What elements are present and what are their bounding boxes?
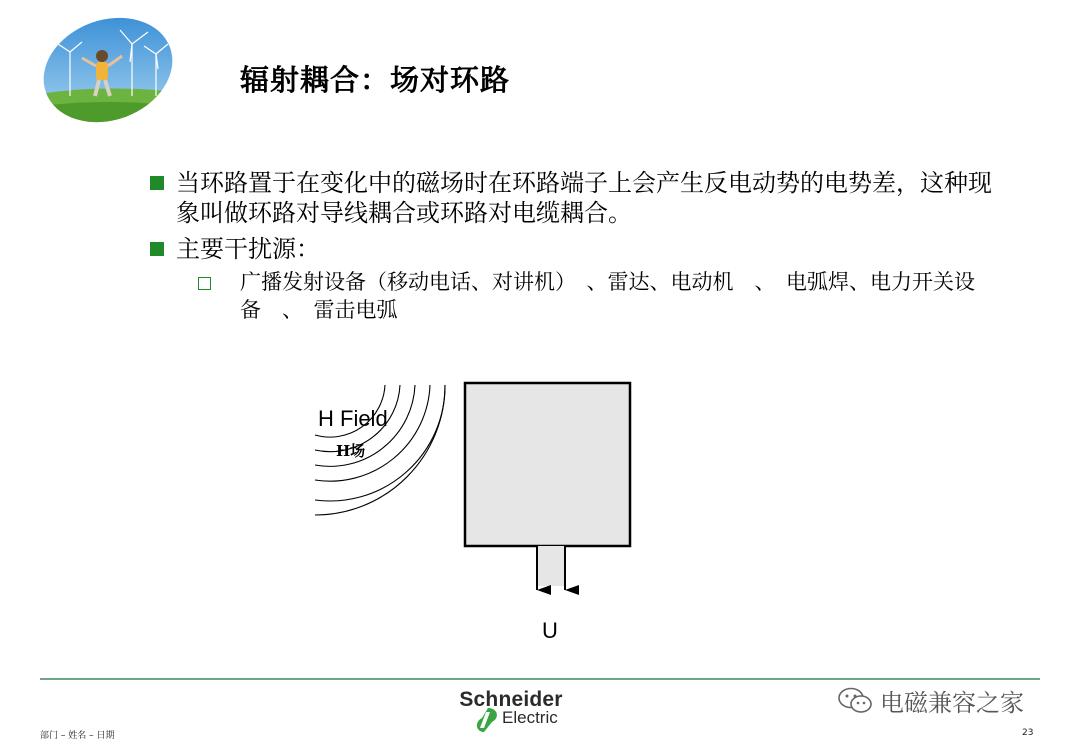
wind-turbine-photo [40, 14, 176, 126]
square-bullet-icon [150, 242, 164, 256]
watermark-text: 电磁兼容之家 [880, 689, 1024, 717]
slide-title: 辐射耦合：场对环路 [240, 63, 511, 97]
square-bullet-icon [150, 176, 164, 190]
sub-bullet-item [198, 268, 1000, 324]
hollow-square-bullet-icon [198, 277, 211, 290]
page-number: 23 [1022, 728, 1034, 738]
loop-box [465, 383, 630, 546]
brand-name: Schneider [459, 688, 563, 711]
schneider-leaf-logo-icon [474, 706, 500, 734]
voltage-label: U [542, 618, 558, 643]
h-field-cn-label: H场 [336, 442, 366, 460]
bullet-item [150, 168, 1006, 228]
bullet-text: 主要干扰源： [176, 235, 320, 263]
field-loop-diagram [300, 370, 660, 650]
h-field-label: H Field [318, 406, 388, 431]
wechat-icon [838, 687, 872, 715]
sub-bullet-text: 广播发射设备（移动电话、对讲机） 、雷达、电动机 、 电弧焊、电力开关设备 、 雷击电弧 [240, 270, 975, 322]
bullet-item [150, 234, 1006, 264]
footer-divider [40, 678, 1040, 680]
magnetic-field-arcs [315, 385, 445, 515]
bullet-text: 当环路置于在变化中的磁场时在环路端子上会产生反电动势的电势差，这种现象叫做环路对导线耦合或环路对电缆耦合。 [176, 169, 992, 227]
watermark [838, 683, 1024, 718]
loop-terminal-stem [536, 546, 566, 586]
footer-meta: 部门 – 姓名 – 日期 [40, 731, 115, 741]
brand-sub: Electric [502, 708, 558, 727]
